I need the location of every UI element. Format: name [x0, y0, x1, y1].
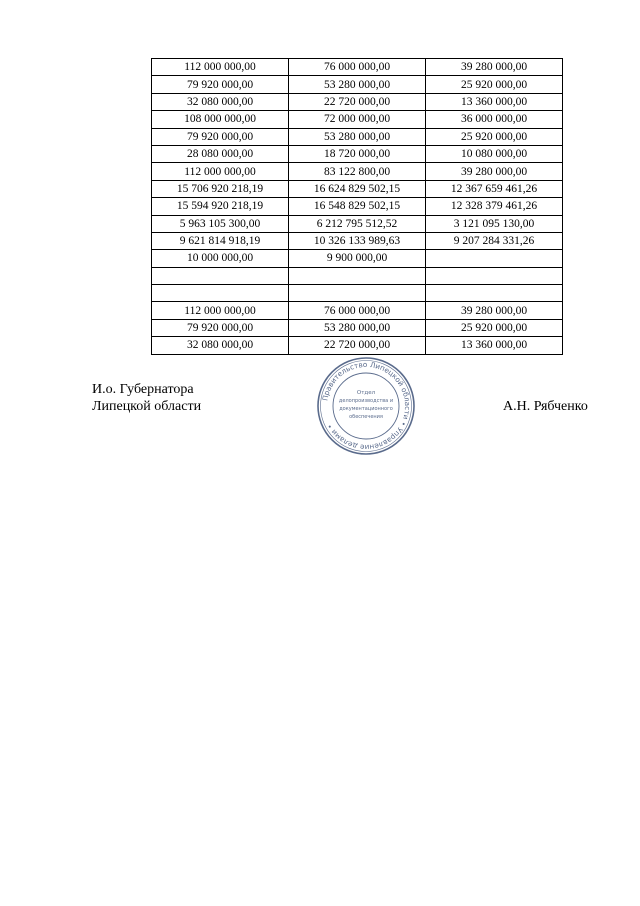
table-row	[152, 302, 563, 319]
table-cell: 22 720 000,00	[289, 93, 426, 110]
table-cell: 10 080 000,00	[426, 145, 563, 162]
official-seal-stamp	[316, 356, 416, 456]
signatory-name: А.Н. Рябченко	[503, 399, 588, 414]
table-cell: 76 000 000,00	[289, 59, 426, 76]
table-row	[152, 198, 563, 215]
table-cell: 39 280 000,00	[426, 302, 563, 319]
table-row	[152, 267, 563, 284]
table-cell: 112 000 000,00	[152, 302, 289, 319]
signatory-position-line1: И.о. Губернатора	[92, 382, 194, 397]
table-cell: 79 920 000,00	[152, 128, 289, 145]
table-row	[152, 59, 563, 76]
seal-inner-line1: Отдел	[356, 390, 376, 396]
table-row	[152, 180, 563, 197]
table-cell: 9 900 000,00	[289, 250, 426, 267]
table-cell: 53 280 000,00	[289, 128, 426, 145]
table-cell	[289, 285, 426, 302]
seal-inner-line3: документационного	[339, 406, 393, 412]
table-cell: 16 624 829 502,15	[289, 180, 426, 197]
table-cell: 79 920 000,00	[152, 76, 289, 93]
table-cell: 13 360 000,00	[426, 337, 563, 354]
table-cell: 72 000 000,00	[289, 111, 426, 128]
table-cell	[426, 285, 563, 302]
table-row	[152, 93, 563, 110]
table-cell: 9 207 284 331,26	[426, 232, 563, 249]
table-row	[152, 337, 563, 354]
table-cell: 32 080 000,00	[152, 93, 289, 110]
table-cell: 79 920 000,00	[152, 319, 289, 336]
table-cell: 12 367 659 461,26	[426, 180, 563, 197]
table-cell: 28 080 000,00	[152, 145, 289, 162]
table-cell: 112 000 000,00	[152, 163, 289, 180]
table-row	[152, 128, 563, 145]
table-cell: 22 720 000,00	[289, 337, 426, 354]
table-cell: 13 360 000,00	[426, 93, 563, 110]
table-cell	[426, 267, 563, 284]
table-row	[152, 76, 563, 93]
table-cell: 25 920 000,00	[426, 319, 563, 336]
table-cell: 15 706 920 218,19	[152, 180, 289, 197]
table-cell: 25 920 000,00	[426, 128, 563, 145]
table-cell: 10 326 133 989,63	[289, 232, 426, 249]
table-cell: 10 000 000,00	[152, 250, 289, 267]
table-cell: 112 000 000,00	[152, 59, 289, 76]
table-cell: 3 121 095 130,00	[426, 215, 563, 232]
table-row	[152, 250, 563, 267]
budget-table-body	[152, 59, 563, 355]
signatory-position-line2: Липецкой области	[92, 399, 202, 414]
table-cell: 36 000 000,00	[426, 111, 563, 128]
table-cell: 6 212 795 512,52	[289, 215, 426, 232]
table-cell	[152, 267, 289, 284]
table-cell: 32 080 000,00	[152, 337, 289, 354]
seal-outer-text: Правительство Липецкой области • Управление делами •	[320, 359, 413, 453]
table-cell: 16 548 829 502,15	[289, 198, 426, 215]
table-cell: 15 594 920 218,19	[152, 198, 289, 215]
table-cell: 9 621 814 918,19	[152, 232, 289, 249]
table-row	[152, 163, 563, 180]
table-row	[152, 319, 563, 336]
budget-table	[151, 58, 563, 355]
table-cell: 39 280 000,00	[426, 59, 563, 76]
table-cell: 12 328 379 461,26	[426, 198, 563, 215]
table-cell	[289, 267, 426, 284]
table-cell: 83 122 800,00	[289, 163, 426, 180]
table-row	[152, 145, 563, 162]
signatory-position	[92, 381, 201, 415]
table-cell	[426, 250, 563, 267]
table-row	[152, 111, 563, 128]
table-cell: 53 280 000,00	[289, 319, 426, 336]
table-cell: 76 000 000,00	[289, 302, 426, 319]
table-cell: 18 720 000,00	[289, 145, 426, 162]
seal-inner-line4: обеспечения	[349, 414, 383, 420]
table-cell	[152, 285, 289, 302]
table-cell: 53 280 000,00	[289, 76, 426, 93]
table-row	[152, 285, 563, 302]
table-cell: 108 000 000,00	[152, 111, 289, 128]
table-cell: 5 963 105 300,00	[152, 215, 289, 232]
seal-inner-line2: делопроизводства и	[338, 398, 394, 404]
table-row	[152, 215, 563, 232]
table-cell: 39 280 000,00	[426, 163, 563, 180]
table-cell: 25 920 000,00	[426, 76, 563, 93]
table-row	[152, 232, 563, 249]
